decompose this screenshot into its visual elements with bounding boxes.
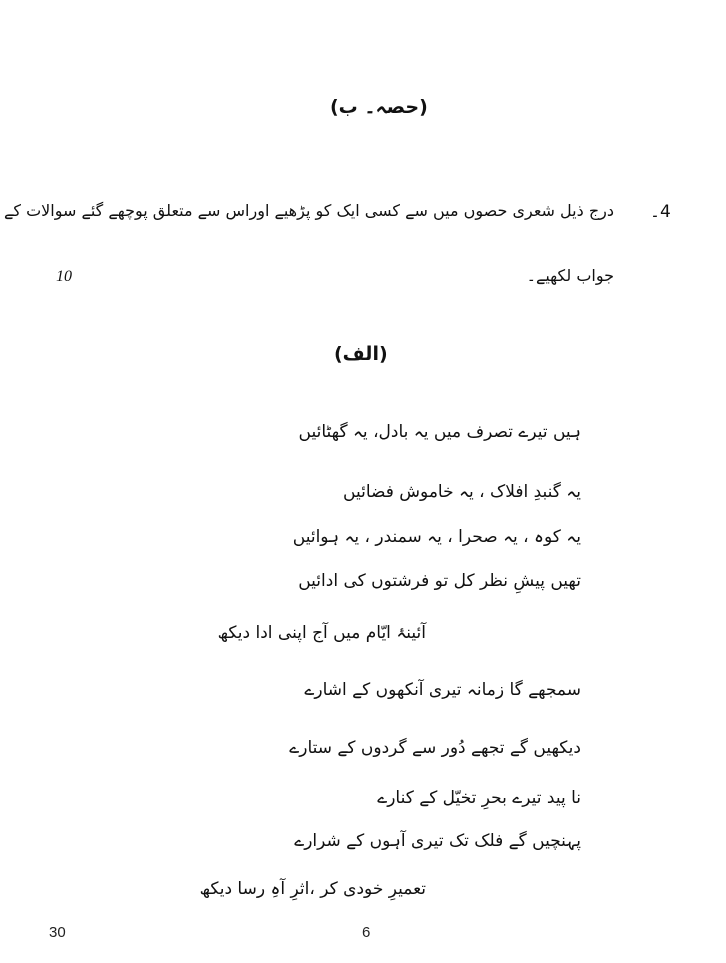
section-heading: (حصہ۔ ب) bbox=[330, 96, 428, 118]
verse-line: یہ گنبدِ افلاک ، یہ خاموش فضائیں bbox=[343, 482, 581, 502]
question-text-line2: جواب لکھیے۔ bbox=[526, 266, 614, 285]
page-number: 6 bbox=[362, 924, 371, 941]
question-number: 4۔ bbox=[650, 202, 671, 222]
verse-line: تھیں پیشِ نظر کل تو فرشتوں کی ادائیں bbox=[298, 571, 581, 591]
verse-line: سمجھے گا زمانہ تیری آنکھوں کے اشارے bbox=[304, 680, 581, 700]
verse-line: ہیں تیرے تصرف میں یہ بادل، یہ گھٹائیں bbox=[298, 422, 581, 442]
verse-refrain: آئینۂ ایّام میں آج اپنی ادا دیکھ bbox=[217, 623, 426, 643]
verse-line: دیکھیں گے تجھے دُور سے گردوں کے ستارے bbox=[289, 738, 581, 758]
verse-refrain: تعمیرِ خودی کر ،اثرِ آہِ رسا دیکھ bbox=[199, 879, 426, 899]
verse-line: پہنچیں گے فلک تک تیری آہوں کے شرارے bbox=[294, 831, 581, 851]
subsection-heading: (الف) bbox=[334, 343, 388, 365]
question-marks: 10 bbox=[56, 268, 72, 285]
question-text-line1: درج ذیل شعری حصوں میں سے کسی ایک کو پڑھیے اوراس سے متعلق پوچھے گئے سوالات کے bbox=[3, 201, 614, 220]
verse-line: یہ کوہ ، یہ صحرا ، یہ سمندر ، یہ ہوائیں bbox=[292, 527, 581, 547]
verse-line: نا پید تیرے بحرِ تخیّل کے کنارے bbox=[377, 788, 581, 808]
paper-code: 30 bbox=[49, 924, 66, 941]
